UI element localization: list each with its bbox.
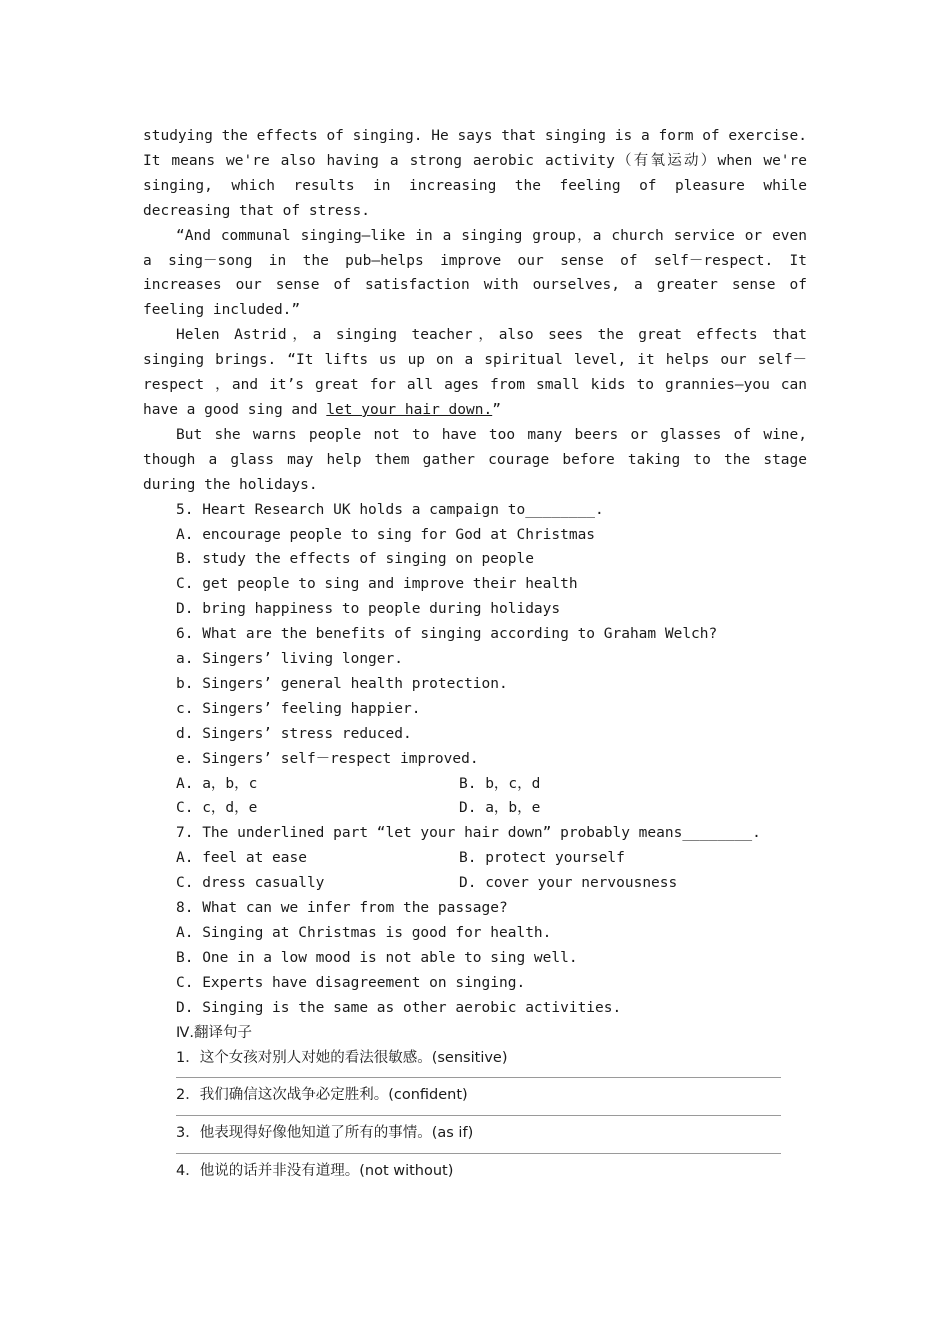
question-7-options-row-1 — [143, 846, 807, 871]
passage-paragraph-2: “And communal singing—like in a singing group，a church service or even a sing－song in the pub—helps improve our sense of self－respect. It increases our sense of satisfaction with ourselves, a greater sense of feeling included.” — [143, 227, 807, 319]
question-6-item-e: e. Singers’ self－respect improved. — [176, 750, 479, 767]
question-6-option-a: A. a，b，c — [176, 775, 258, 792]
question-8-option-c: C. Experts have disagreement on singing. — [176, 974, 526, 991]
question-6-stem: 6. What are the benefits of singing according to Graham Welch? — [176, 626, 718, 643]
closing-quote: ” — [492, 401, 501, 418]
question-7-option-a: A. feel at ease — [176, 850, 307, 867]
question-5-option-d: D. bring happiness to people during holidays — [176, 601, 561, 618]
translation-item-4: 4．他说的话并非没有道理。(not without) — [176, 1163, 454, 1180]
passage-paragraph-1: studying the effects of singing. He says that singing is a form of exercise. It means we're also having a strong aerobic activity（有氧运动）when we're singing, which results in increasing the feeling of pleasure while decreasing that of stress. — [143, 128, 807, 219]
passage-paragraph-3 — [143, 323, 807, 423]
question-8-option-d: D. Singing is the same as other aerobic activities. — [176, 999, 622, 1016]
question-6-options-row-1 — [143, 772, 807, 797]
question-6-item-a: a. Singers’ living longer. — [176, 651, 403, 668]
question-6-option-c: C. c，d，e — [176, 800, 258, 817]
translation-item-1: 1．这个女孩对别人对她的看法很敏感。(sensitive) — [176, 1049, 508, 1066]
translation-item-2: 2．我们确信这次战争必定胜利。(confident) — [176, 1087, 468, 1104]
document-page — [143, 124, 807, 1184]
question-6-option-b: B. b，c，d — [459, 775, 541, 792]
underlined-phrase: let your hair down. — [326, 401, 493, 418]
answer-line-3 — [176, 1153, 781, 1154]
question-7-option-b: B. protect yourself — [459, 850, 625, 867]
translation-item-3: 3．他表现得好像他知道了所有的事情。(as if) — [176, 1125, 474, 1142]
question-8-stem: 8. What can we infer from the passage? — [176, 900, 508, 917]
question-8-option-a: A. Singing at Christmas is good for health. — [176, 925, 552, 941]
question-7-options-row-2 — [143, 871, 807, 896]
question-5-option-b: B. study the effects of singing on people — [176, 551, 534, 568]
translation-heading: Ⅳ.翻译句子 — [176, 1024, 252, 1041]
question-6-option-d: D. a，b，e — [459, 800, 541, 817]
question-6-item-b: b. Singers’ general health protection. — [176, 675, 508, 692]
question-5-option-c: C. get people to sing and improve their health — [176, 576, 578, 593]
passage-paragraph-4: But she warns people not to have too many beers or glasses of wine, though a glass may help them gather courage before taking to the stage during the holidays. — [143, 426, 807, 493]
answer-line-2 — [176, 1115, 781, 1116]
question-5-stem: 5. Heart Research UK holds a campaign to________. — [176, 501, 604, 518]
question-7-stem: 7. The underlined part “let your hair down” probably means________. — [176, 825, 761, 842]
paragraph-3-text: Helen Astrid，a singing teacher，also sees the great effects that singing brings. “It lifts us up on a spiritual level, it helps our self－respect ，and it’s great for all ages from small kids to grannies—you can have a good sing and — [143, 327, 807, 418]
question-5-option-a: A. encourage people to sing for God at Christmas — [176, 526, 596, 543]
answer-line-1 — [176, 1077, 781, 1078]
question-6-item-c: c. Singers’ feeling happier. — [176, 700, 421, 717]
question-8-option-b: B. One in a low mood is not able to sing well. — [176, 949, 578, 966]
question-6-options-row-2 — [143, 796, 807, 821]
question-7-option-c: C. dress casually — [176, 875, 325, 892]
question-6-item-d: d. Singers’ stress reduced. — [176, 725, 412, 742]
question-7-option-d: D. cover your nervousness — [459, 875, 678, 892]
